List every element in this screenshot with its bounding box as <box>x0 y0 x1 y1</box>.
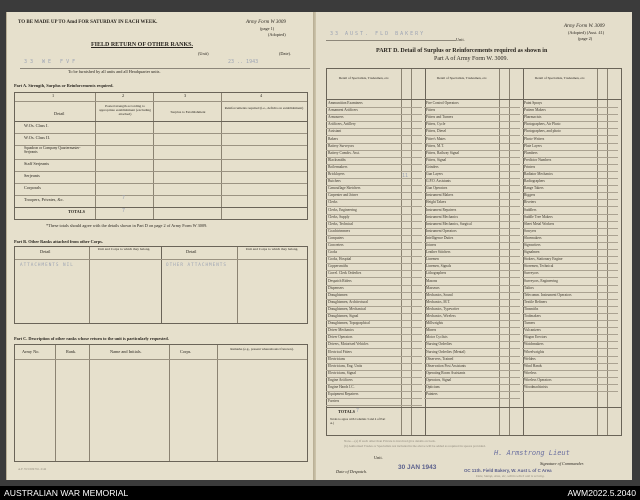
form-title: FIELD RETURN OF OTHER RANKS. <box>91 42 193 48</box>
part-b-handwritten-2: OTHER ATTACHMENTS <box>166 263 227 268</box>
specialist-3-7: Plumbers <box>524 150 538 155</box>
part-c-header-name: Name and Initials. <box>110 349 142 354</box>
specialist-2-1: Fitters <box>426 108 436 113</box>
specialist-1-6: Battery Surveyors <box>328 143 355 148</box>
specialist-3-19: Shoemakers <box>524 235 542 240</box>
totals-note: Totals to agree with Columns 3 and 4 of Part A.) <box>330 417 386 425</box>
specialist-3-24: Surveyors <box>524 271 539 276</box>
row-totals: TOTALS <box>68 209 86 214</box>
specialist-3-1: Pattern Makers <box>524 108 546 113</box>
part-b-header-detail-2: Detail <box>186 249 197 254</box>
specialist-1-30: Draughtsmen, Signal <box>328 314 359 318</box>
row-staff-serjeants: Staff Serjeants <box>24 161 50 166</box>
specialist-3-22: Stokers, Stationary Engine <box>524 257 563 262</box>
specialist-1-7: Battery Comdrs. Asst. <box>328 150 360 155</box>
specialist-2-10: Gun Layers <box>426 172 443 176</box>
specialist-3-17: Sheet Metal Workers <box>524 221 555 226</box>
specialist-2-17: Instrument Mechanics, Surgical <box>426 221 472 226</box>
specialist-3-26: Tailors <box>524 285 534 290</box>
specialist-3-10: Radiator Mechanics <box>524 172 553 176</box>
top-note: TO BE MADE UP TO Amd FOR SATURDAY IN EACH WEEK. <box>18 20 158 25</box>
specialist-1-23: Coppersmiths <box>328 264 348 269</box>
part-c-header-army-no: Army No. <box>22 349 40 354</box>
form-adopted-2: (Adopted) (Aust. 41) <box>568 30 605 35</box>
specialist-2-37: Observation Post Assistants <box>426 363 466 368</box>
specialist-3-23: Storemen, Technical <box>524 264 554 269</box>
specialist-3-13: Riggers <box>524 193 536 198</box>
bottom-note-1: Note.—(a) If such other than Private is involved give details on back. <box>344 439 436 443</box>
specialist-1-13: Carpenter and Joiner <box>328 193 358 198</box>
part-c-title: Part C. Description of other ranks whose return to the unit is particularly requested. <box>14 336 169 341</box>
part-b-header-detail-1: Detail <box>40 249 51 254</box>
specialist-2-24: Lithographers <box>426 271 447 276</box>
specialist-2-25: Masons <box>426 278 438 283</box>
specialist-1-20: Concreters <box>328 243 344 247</box>
unit-stamp: OC 11th. Field Bakery, W. Aust L of C Area <box>464 468 552 473</box>
specialist-1-24: Correl. Clerk Orderlies <box>328 271 362 276</box>
specialist-3-8: Predictor Numbers <box>524 157 552 162</box>
part-b-header-unit-2: Unit and Corps to which they belong. <box>245 247 299 251</box>
part-c-header-rank: Rank. <box>66 349 77 354</box>
form-number-2: Army Form W. 3009 <box>564 24 605 29</box>
specialist-2-32: Miners <box>426 328 437 333</box>
part-c-table <box>14 344 308 462</box>
specialist-1-41: Equipment Repairers <box>328 392 359 397</box>
specialist-2-34: Nursing Orderlies <box>426 342 452 347</box>
part-c-header-remarks: Remarks (e.g., present whereabouts if known). <box>230 347 294 351</box>
specialist-2-11: G.P.O. Assistants <box>426 179 451 184</box>
specialist-1-26: Dispensers <box>328 285 344 290</box>
specialist-3-21: Signalmen <box>524 250 540 255</box>
specialist-3-5: Photo-Writers <box>524 136 545 141</box>
specialist-2-3: Fitters, Cycle <box>426 122 446 127</box>
specialist-1-22: Cooks, Hospital <box>328 257 352 262</box>
specialist-1-10: Bricklayers <box>328 172 345 176</box>
handwritten-unit-2: 33 AUST. FLD BAKERY <box>330 31 426 37</box>
handwritten-unit: 33 WE FVF <box>24 59 79 65</box>
specialist-2-23: Linemen, Signals <box>426 264 452 269</box>
col-num-4: 4 <box>260 93 263 98</box>
row-wo-class-1: W.Os. Class I. <box>24 123 49 128</box>
specialist-1-31: Draughtsmen, Topographical <box>328 321 370 326</box>
specialist-1-11: Butchers <box>328 179 341 184</box>
specialist-3-31: Turners <box>524 321 536 326</box>
specialist-2-27: Mechanics, Sound <box>426 292 453 297</box>
specialist-1-2: Armourers <box>328 115 344 120</box>
unit-label-3: Unit. <box>374 455 383 460</box>
specialist-2-16: Instrument Mechanics <box>426 214 459 219</box>
row-privates: Troopers, Privates, &c. <box>24 197 64 202</box>
specialist-3-6: Plate Layers <box>524 143 542 148</box>
specialist-3-27: Telecomm. Instrument Operators <box>524 292 572 297</box>
row-serjeants: Serjeants <box>24 173 40 178</box>
handwritten-date: 23 .. 1943 <box>228 59 259 65</box>
specialist-1-0: Ammunition Examiners <box>328 101 363 105</box>
part-b-handwritten: ATTACHMENTS NIL <box>20 263 74 268</box>
specialist-2-21: Leather Stitchers <box>426 250 451 255</box>
part-d-title: PART D. Detail of Surplus or Reinforcements required as shown in <box>376 48 548 54</box>
specialist-2-5: Fitter's Mates <box>426 136 446 141</box>
specialist-2-19: Intelligence Duties <box>426 235 454 240</box>
specialist-3-30: Toolmakers <box>524 314 541 318</box>
part-c-header-corps: Corps. <box>180 349 192 354</box>
part-a-note: *These totals should agree with the details shown in Part D on page 2 of Army Form W 3009. <box>46 223 208 228</box>
form-number: Army Form W 3009 <box>246 20 286 25</box>
specialist-1-37: Electricians, Eng. Units <box>328 363 363 368</box>
specialist-1-33: Driver Operators <box>328 335 353 340</box>
specialist-2-40: Opticians <box>426 385 440 389</box>
specialist-1-36: Electricians <box>328 356 345 361</box>
hand-entry-bakers: 11 <box>402 173 409 179</box>
specialist-2-39: Operators, Signal <box>426 377 452 382</box>
unit-label: (Unit) <box>198 51 209 56</box>
col-num-2: 2 <box>122 93 125 98</box>
specialist-2-4: Fitters, Diesel <box>426 129 447 134</box>
specialist-3-16: Saddle Tree Makers <box>524 214 553 219</box>
specialist-1-40: Engine Hands I.C. <box>328 385 355 389</box>
specialist-3-18: Sawyers <box>524 228 537 233</box>
col-num-3: 3 <box>184 93 187 98</box>
specialist-3-36: Welders <box>524 356 536 361</box>
hand-tally: 7 <box>122 195 126 201</box>
instruction-text: To be furnished by all units and all Headquarter units. <box>68 69 161 74</box>
specialist-1-18: Coachtrimmers <box>328 228 351 233</box>
specialist-1-4: Assistant <box>328 129 342 134</box>
specialist-1-5: Bakers <box>328 136 338 141</box>
specialist-2-35: Nursing Orderlies (Mental) <box>426 349 466 354</box>
specialist-2-29: Mechanics, Typewriter <box>426 306 460 311</box>
specialist-3-11: Radiographers <box>524 179 545 184</box>
part-d-title-2: Part A of Army Form W. 3009. <box>434 56 509 62</box>
specialist-2-8: Fitters, Signal <box>426 157 447 162</box>
specialist-3-33: Wagon Erectors <box>524 335 547 340</box>
specialist-3-2: Pharmacists <box>524 115 542 120</box>
row-cqms: Squadron or Company Quartermaster-Serjeants <box>24 146 81 155</box>
specialist-2-6: Fitters, M.T. <box>426 143 444 148</box>
specialist-3-0: Paint Sprays <box>524 101 543 105</box>
footer-institution: AUSTRALIAN WAR MEMORIAL <box>4 488 129 498</box>
specialist-2-36: Observers, Trained <box>426 356 454 361</box>
specialist-3-28: Textile Refiners <box>524 299 547 304</box>
specialist-1-38: Electricians, Signal <box>328 370 356 375</box>
archive-footer <box>0 486 640 500</box>
specialist-1-3: Artificers, Artillery <box>328 122 356 127</box>
specialist-2-13: Instrument Makers <box>426 193 454 198</box>
specialist-1-19: Computers <box>328 235 344 240</box>
bottom-note-2: (b) Authorised Trades or Specialists not included in the above will be added as required in spaces provided. <box>344 444 486 448</box>
footer-accession: AWM2022.5.2040 <box>567 488 636 498</box>
form-page-1 <box>6 12 314 480</box>
part-b-title: Part B. Other Ranks attached from other Corps. <box>14 239 103 244</box>
specialist-3-35: Wheelwrights <box>524 349 545 354</box>
specialist-3-40: Woodmachinists <box>524 385 548 389</box>
specialist-1-28: Draughtsmen, Architectural <box>328 299 368 304</box>
specialist-2-0: Fire Control Operators <box>426 101 459 105</box>
specialist-1-15: Clerks, Engineering <box>328 207 357 212</box>
specialist-3-9: Printers <box>524 164 536 169</box>
specialist-1-17: Clerks, Technical <box>328 221 354 226</box>
form-page-2 <box>316 12 632 480</box>
specialist-2-28: Mechanics, M.T. <box>426 299 451 304</box>
specialist-2-15: Instrument Repairers <box>426 207 457 212</box>
specialist-1-35: Electrical Fitters <box>328 349 352 354</box>
form-page-2-label: (page 2) <box>578 36 593 41</box>
specialist-2-22: Linemen <box>426 257 439 262</box>
specialist-1-29: Draughtsmen, Mechanical <box>328 306 366 311</box>
specialist-1-14: Clerks <box>328 200 338 205</box>
form-page-label: (page 1) <box>260 26 275 31</box>
unit-label-2: Unit. <box>456 37 465 42</box>
specialist-1-32: Driver Mechanics <box>328 328 354 333</box>
dispatch-label: Date of Despatch. <box>336 469 368 474</box>
specialist-3-32: Vulcanizers <box>524 328 541 333</box>
row-corporals: Corporals <box>24 185 41 190</box>
specialist-2-12: Gun Operators <box>426 186 448 191</box>
col-header-1: Detail of Specialists, Tradesmen, etc. <box>338 76 390 80</box>
totals-label: TOTALS <box>338 409 356 414</box>
col-header-2: Detail of Specialists, Tradesmen, etc. <box>436 76 488 80</box>
col-num-1: 1 <box>52 93 55 98</box>
specialist-1-1: Armament Artificers <box>328 108 358 113</box>
specialist-3-37: Wind Hands <box>524 363 542 368</box>
specialist-2-33: Motor Cyclists <box>426 335 448 340</box>
specialist-2-18: Instrument Operators <box>426 228 457 233</box>
part-a-header-surplus: Surplus to Establishment <box>170 110 206 114</box>
specialist-3-29: Tinsmiths <box>524 306 539 311</box>
hand-tally-total: 7 <box>122 208 126 214</box>
specialist-2-14: Height Takers <box>426 200 447 205</box>
specialist-1-25: Despatch Riders <box>328 278 352 283</box>
specialist-3-3: Photographers, Air Photo <box>524 122 561 127</box>
part-a-header-posted: Posted strength according to appropriate establishment (excluding attached) <box>99 104 151 117</box>
specialist-2-30: Mechanics, Wireless <box>426 314 456 318</box>
date-stamp: 30 JAN 1943 <box>398 464 437 471</box>
specialist-2-41: Painters <box>426 392 438 397</box>
hand-total: 7 <box>356 408 360 414</box>
part-a-header-detail: Detail <box>54 111 65 116</box>
specialist-3-15: Saddlers <box>524 207 537 212</box>
printer-note: A.F. W3 009 Wt. 2/42 <box>18 467 47 471</box>
specialist-3-20: Signwriters <box>524 243 541 247</box>
specialist-3-25: Surveyors, Engineering <box>524 278 558 283</box>
signature-label: Signature of Commander. <box>540 461 584 466</box>
specialist-1-9: Boilermakers <box>328 164 348 169</box>
row-wo-class-2: W.Os. Class II. <box>24 135 50 140</box>
specialist-2-2: Fitters and Turners <box>426 115 454 120</box>
specialist-1-42: Farriers <box>328 399 340 404</box>
part-a-title: Part A. Strength, Surplus or Reinforcements required. <box>14 83 114 88</box>
specialist-1-39: Engine Artificers <box>328 377 353 382</box>
specialist-1-34: Drivers, Motorised Vehicles <box>328 342 369 347</box>
specialist-3-12: Range Takers <box>524 186 544 191</box>
specialist-1-16: Clerks, Supply <box>328 214 350 219</box>
col-header-3: Detail of Specialists, Tradesmen, etc. <box>534 76 586 80</box>
specialist-3-39: Wireless Operators <box>524 377 552 382</box>
specialist-3-14: Riveters <box>524 200 536 205</box>
specialist-1-12: Camouflage Sketchers <box>328 186 361 191</box>
form-adopted-label: (Adopted) <box>268 32 286 37</box>
specialist-2-20: Joiners <box>426 243 437 247</box>
part-b-table <box>14 246 308 324</box>
specialist-1-21: Cooks <box>328 250 338 255</box>
specialist-1-27: Draughtsmen <box>328 292 348 297</box>
specialist-2-26: Masseurs <box>426 285 440 290</box>
specialist-2-38: Operating Room Assistants <box>426 370 466 375</box>
signature: H. Armstrong Lieut <box>494 449 570 457</box>
specialist-3-38: Wireless <box>524 370 537 375</box>
part-a-header-reinforce: Reinforcements required (i.e., deficits on establishment) <box>224 106 304 110</box>
specialist-1-8: Blacksmiths <box>328 157 346 162</box>
specialist-2-7: Fitters, Railway Signal <box>426 150 460 155</box>
date-label: (Date). <box>279 51 292 56</box>
specialist-2-31: Millwrights <box>426 321 443 326</box>
specialist-3-4: Photographers, and photo <box>524 129 561 134</box>
specialist-2-9: Grinders <box>426 164 439 169</box>
part-d-table <box>326 68 622 436</box>
specialist-3-34: Watchmakers <box>524 342 544 347</box>
part-b-header-unit-1: Unit and Corps to which they belong. <box>97 247 151 251</box>
footer-small-note: Date, Stamp, Area, etc, within which unit is serving. <box>476 474 545 478</box>
